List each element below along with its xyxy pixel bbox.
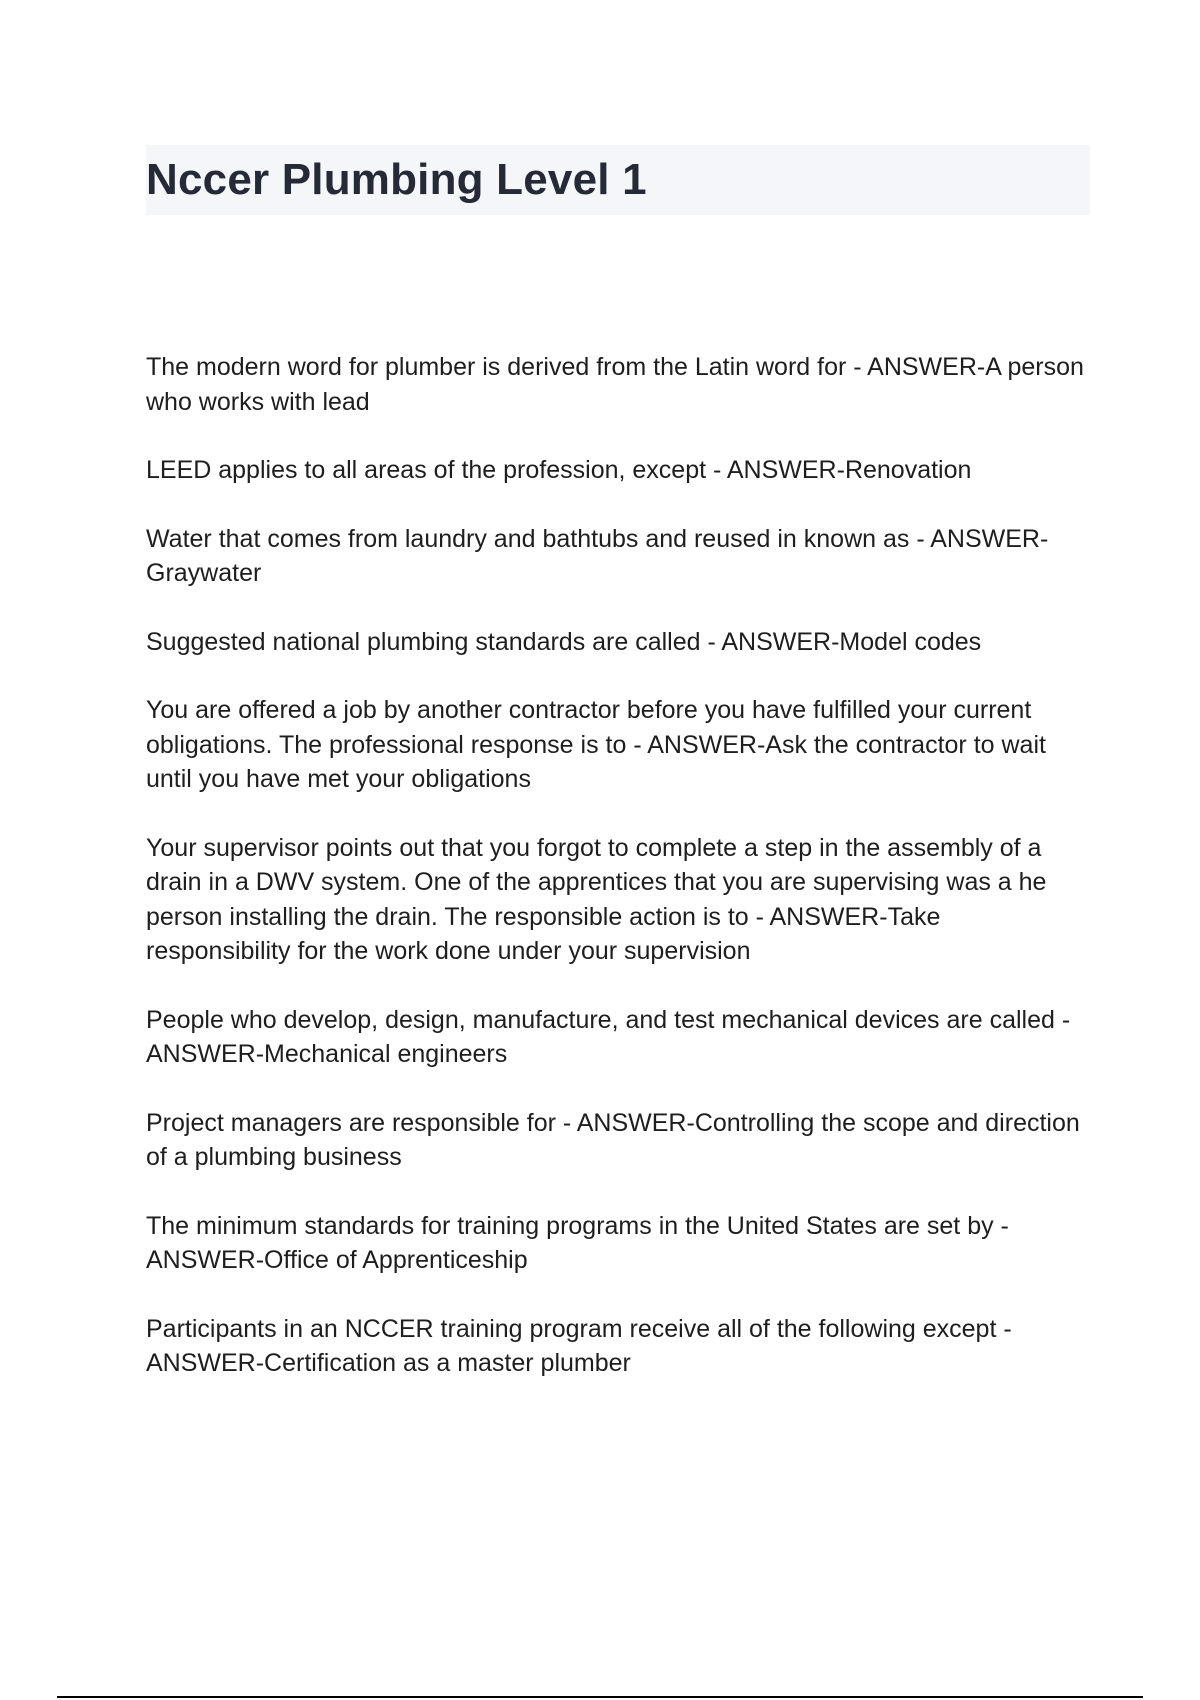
qa-item: People who develop, design, manufacture, and test mechanical devices are called - ANSWER-Mechanical engineers: [146, 1005, 1071, 1068]
qa-item: The minimum standards for training programs in the United States are set by - ANSWER-Office of Apprenticeship: [146, 1211, 1009, 1274]
qa-item: Project managers are responsible for - ANSWER-Controlling the scope and direction of a plumbing business: [146, 1108, 1080, 1171]
footer-divider: [57, 1696, 1143, 1698]
qa-item: Your supervisor points out that you forgot to complete a step in the assembly of a drain in a DWV system. One of the apprentices that you are supervising was a he person installing the drain. The responsible action is to - ANSWER-Take responsibility for the work done under your supervision: [146, 833, 1047, 965]
qa-item: The modern word for plumber is derived from the Latin word for - ANSWER-A person who works with lead: [146, 353, 1084, 416]
title-band: [146, 145, 1090, 215]
qa-item: Participants in an NCCER training program receive all of the following except - ANSWER-Certification as a master plumber: [146, 1314, 1012, 1377]
page-title: Nccer Plumbing Level 1: [146, 155, 647, 204]
qa-item: Suggested national plumbing standards are called - ANSWER-Model codes: [146, 627, 982, 656]
qa-list: [146, 350, 1091, 1415]
qa-item: LEED applies to all areas of the profession, except - ANSWER-Renovation: [146, 456, 972, 484]
qa-item: Water that comes from laundry and bathtubs and reused in known as - ANSWER-Graywater: [146, 524, 1049, 587]
qa-item: You are offered a job by another contractor before you have fulfilled your current obligations. The professional response is to - ANSWER-Ask the contractor to wait until you have met your obligations: [146, 696, 1046, 793]
